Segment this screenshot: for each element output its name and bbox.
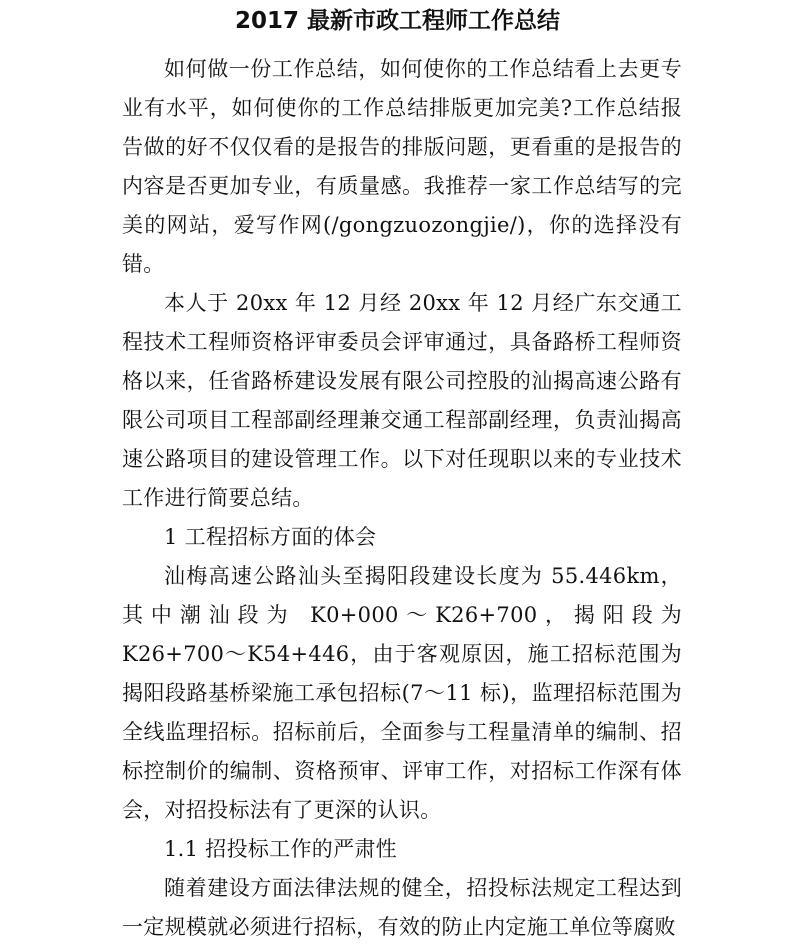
paragraph-seriousness: 随着建设方面法律法规的健全，招投标法规定工程达到一定规模就必须进行招标，有效的防止内定施工单位等腐败	[122, 876, 682, 939]
document-title: 2017 最新市政工程师工作总结	[234, 8, 561, 34]
document-body	[122, 50, 682, 947]
paragraph-tendering: 汕梅高速公路汕头至揭阳段建设长度为 55.446km，其中潮汕段为 K0+000～K26+700，揭阳段为 K26+700～K54+446，由于客观原因，施工招标范围为揭阳段路基桥梁施工承包招标(7～11 标)，监理招标范围为全线监理招标。招标前后，全面参与工程量清单的编制、招标控制价的编制、资格预审、评审工作，对招标工作深有体会，对招投标法有了更深的认识。	[122, 564, 682, 822]
section-heading-1-1: 1.1 招投标工作的严肃性	[164, 837, 397, 861]
paragraph-background: 本人于 20xx 年 12 月经 20xx 年 12 月经广东交通工程技术工程师资格评审委员会评审通过，具备路桥工程师资格以来，任省路桥建设发展有限公司控股的汕揭高速公路有限公司项目工程部副经理兼交通工程部副经理，负责汕揭高速公路项目的建设管理工作。以下对任现职以来的专业技术工作进行简要总结。	[122, 291, 682, 510]
section-heading-1: 1 工程招标方面的体会	[164, 525, 377, 549]
paragraph-intro: 如何做一份工作总结，如何使你的工作总结看上去更专业有水平，如何使你的工作总结排版更加完美?工作总结报告做的好不仅仅看的是报告的排版问题，更看重的是报告的内容是否更加专业，有质量感。我推荐一家工作总结写的完美的网站，爱写作网(/gongzuozongjie/)，你的选择没有错。	[122, 57, 682, 276]
